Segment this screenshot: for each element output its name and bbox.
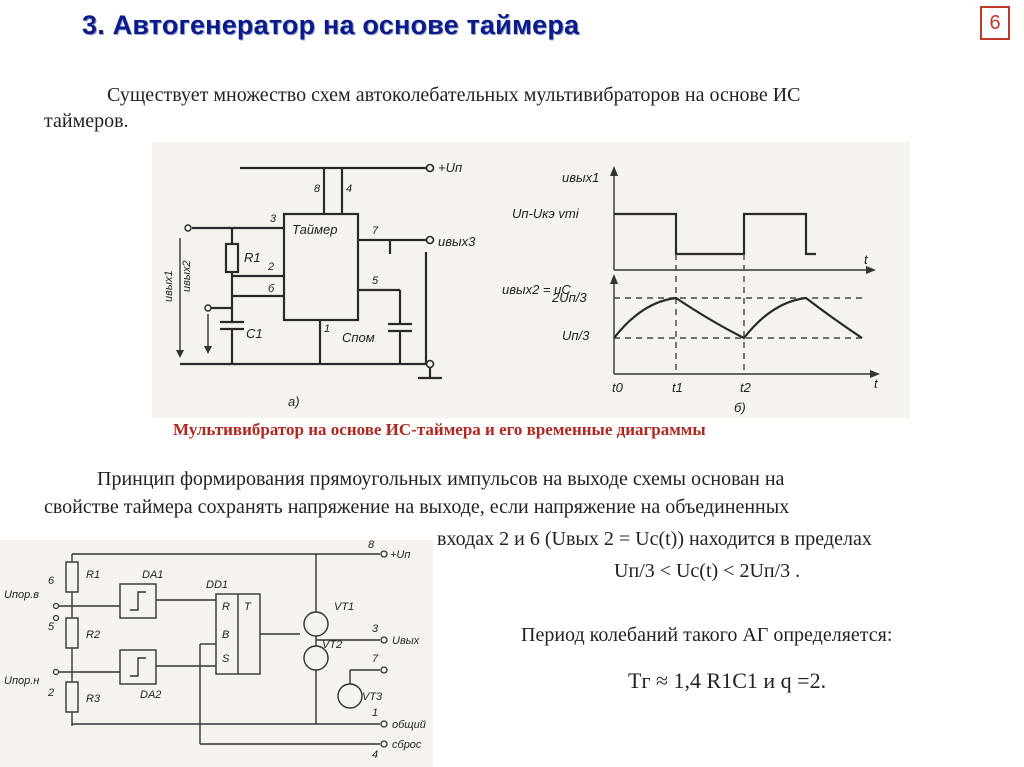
fig2-r1: R1 — [86, 569, 101, 581]
fig2-pin-5: 5 — [48, 621, 55, 633]
fig2-reset: сброс — [392, 739, 422, 751]
fig2-ff-t: T — [244, 601, 251, 613]
timing-bottom-t-label: t — [874, 376, 878, 391]
period-text: Период колебаний такого АГ определяется: — [521, 624, 893, 646]
fig2-da1: DA1 — [142, 569, 164, 581]
cpom-label: Cпом — [342, 330, 375, 345]
timing-bottom-axis-label: uвых2 = uC — [502, 282, 571, 297]
fig2-common: общий — [392, 719, 426, 731]
pin-5-label: 5 — [372, 275, 379, 287]
figure-2-photo — [0, 540, 433, 767]
pin-4-label: 4 — [346, 183, 353, 195]
uvyx1-label: uвых1 — [163, 270, 175, 302]
fig2-vt1: VT1 — [334, 601, 355, 613]
fig2-ff-s: S — [222, 653, 230, 665]
timer-label: Таймер — [292, 222, 338, 237]
intro-line-2: таймеров. — [44, 110, 129, 132]
uvyx3-label: uвых3 — [438, 234, 476, 249]
pin-6-label: б — [268, 283, 275, 295]
t1-label: t1 — [672, 380, 683, 395]
fig2-dd1: DD1 — [206, 579, 229, 591]
t0-label: t0 — [612, 380, 623, 395]
principle-line-1: Принцип формирования прямоугольных импульсов на выходе схемы основан на — [97, 468, 785, 490]
schematic-sub-label: а) — [288, 394, 300, 409]
timing-top-level-label: Uп-Uкэ vтi — [512, 206, 579, 221]
fig2-pin-1: 1 — [372, 707, 379, 719]
slide-title: 3. Автогенератор на основе таймера — [82, 10, 580, 40]
fig2-vt2: VT2 — [322, 639, 343, 651]
timing-sub-label: б) — [734, 400, 746, 415]
fig2-da2: DA2 — [140, 689, 162, 701]
r1-label: R1 — [244, 250, 261, 265]
fig2-pin-2: 2 — [48, 687, 55, 699]
figure-1-svg — [152, 142, 910, 418]
fig2-ff-b: B — [222, 629, 230, 641]
fig2-uvyx: Uвых — [392, 635, 420, 647]
fig2-pin-8: 8 — [368, 540, 375, 551]
pin-7-label: 7 — [372, 225, 379, 237]
fig2-pin-6: 6 — [48, 575, 55, 587]
lower-level-label: Uп/3 — [562, 328, 590, 343]
c1-label: C1 — [246, 326, 263, 341]
figure-1-caption: Мультивибратор на основе ИС-таймера и его временные диаграммы — [173, 420, 706, 439]
fig2-ff-r: R — [222, 601, 230, 613]
principle-line-4: Uп/3 < Uс(t) < 2Uп/3 . — [614, 560, 801, 582]
fig2-supply: +Uп — [390, 549, 411, 561]
fig2-pin-3: 3 — [372, 623, 379, 635]
intro-line-1: Существует множество схем автоколебательных мультивибраторов на основе ИС — [107, 84, 801, 106]
fig2-upor-v: Uпор.в — [4, 589, 40, 601]
pin-1-label: 1 — [324, 323, 331, 335]
uvyx2-label: uвых2 — [181, 260, 193, 292]
figure-1-photo — [152, 142, 910, 418]
pin-3-label: 3 — [270, 213, 277, 225]
timing-top-t-label: t — [864, 252, 868, 267]
timing-top-axis-label: uвых1 — [562, 170, 600, 185]
principle-line-2: свойстве таймера сохранять напряжение на выходе, если напряжение на объединенных — [44, 496, 790, 518]
principle-line-3: входах 2 и 6 (Uвых 2 = Uс(t)) находится в пределах — [437, 528, 872, 550]
pin-8-label: 8 — [314, 183, 321, 195]
supply-label: +Uп — [438, 160, 463, 175]
pin-2-label: 2 — [268, 261, 275, 273]
fig2-r3: R3 — [86, 693, 101, 705]
fig2-r2: R2 — [86, 629, 101, 641]
period-formula: Tг ≈ 1,4 R1C1 и q =2. — [628, 668, 827, 693]
page-number-badge: 6 — [980, 6, 1010, 40]
fig2-upor-n: Uпор.н — [4, 675, 40, 687]
fig2-pin-4: 4 — [372, 749, 379, 761]
figure-2-svg — [0, 540, 433, 767]
t2-label: t2 — [740, 380, 751, 395]
fig2-vt3: VT3 — [362, 691, 383, 703]
upper-level-label: 2Uп/3 — [552, 290, 587, 305]
fig2-pin-7: 7 — [372, 653, 379, 665]
